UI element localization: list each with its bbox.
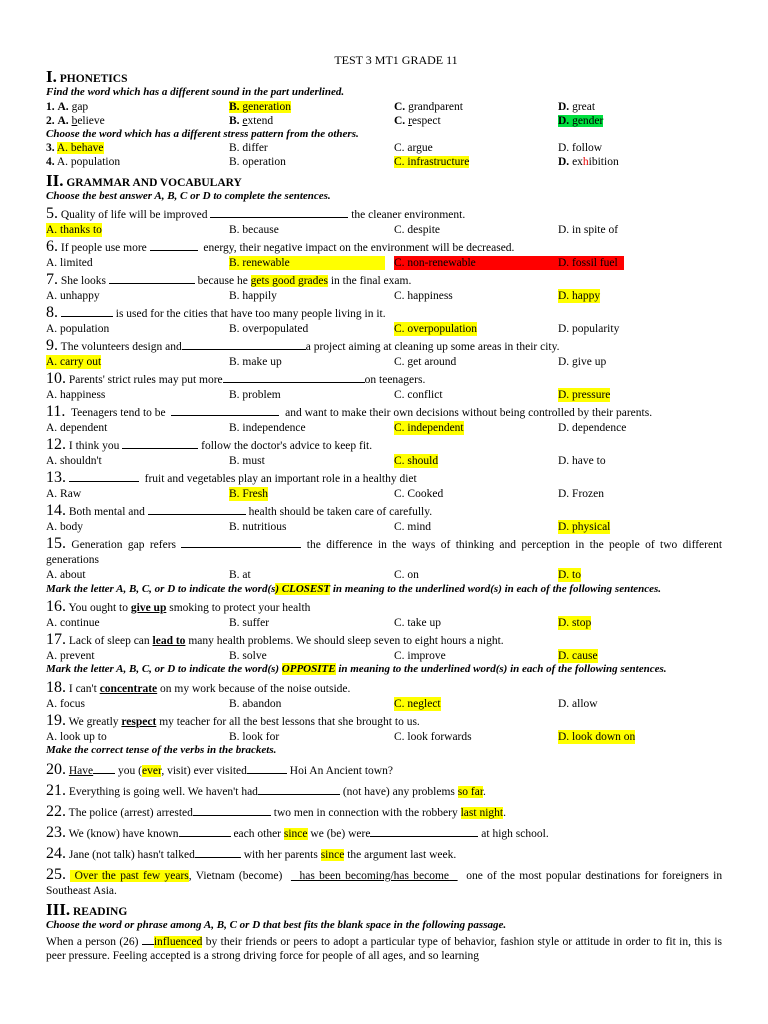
answer-options: A. unhappy B. happily C. happiness D. happy — [46, 289, 601, 302]
section-phonetics-heading — [46, 68, 722, 86]
answer-options: A. happiness B. problem C. conflict D. pressure — [46, 388, 611, 401]
question-5: 5. Quality of life will be improved the cleaner environment. — [46, 204, 466, 222]
question-8: 8. is used for the cities that have too many people living in it. — [46, 303, 386, 321]
answer-options: A. continue B. suffer C. take up D. stop — [46, 617, 592, 629]
instruction-grammar: Choose the best answer A, B, C or D to complete the sentences. — [46, 190, 331, 202]
instruction-reading: Choose the word or phrase among A, B, C or D that best fits the blank space in the following passage. — [46, 919, 507, 931]
answer-options: A. about B. at C. on D. to — [46, 568, 581, 581]
answer-options: A. dependent B. independence C. independent D. dependence — [46, 421, 627, 434]
answer-options: A. focus B. abandon C. neglect D. allow — [46, 697, 598, 710]
question-row: 4. A. population B. operation C. infrastructure D. exhibition — [46, 156, 619, 168]
section-grammar-heading: II. GRAMMAR AND VOCABULARY — [46, 171, 242, 190]
question-20: 20. Have you (ever, visit) ever visited Hoi An Ancient town? — [46, 761, 393, 778]
question-13: 13. fruit and vegetables play an important role in a healthy diet — [46, 468, 417, 486]
instruction-closest: Mark the letter A, B, C, or D to indicate the word(s) CLOSEST in meaning to the underlined word(s) in each of the following sentences. — [46, 582, 662, 595]
question-25: 25. Over the past few years, Vietnam (become) has been becoming/has become one of the most popular destinations for foreigners in Southeast Asia. — [46, 866, 723, 897]
answer-options: A. carry out B. make up C. get around D. give up — [46, 355, 607, 368]
question-23: 23. We (know) have known each other since we (be) were at high school. — [46, 824, 549, 841]
question-22: 22. The police (arrest) arrested two men in connection with the robbery last night. — [46, 803, 506, 820]
answer-options: A. Raw B. Fresh C. Cooked D. Frozen — [46, 487, 604, 500]
answer-options: A. thanks to B. because C. despite D. in spite of — [46, 223, 619, 236]
question-row: 1. A. gap B. generation C. grandparent D. great — [46, 100, 596, 113]
question-12: 12. I think you follow the doctor's advice to keep fit. — [46, 435, 373, 453]
worksheet-page — [46, 52, 722, 963]
question-18: 18. I can't concentrate on my work because of the noise outside. — [46, 678, 351, 696]
section-reading-heading: III. READING — [46, 900, 128, 919]
reading-passage: When a person (26) influenced by their friends or peers to adopt a particular type of behavior, fashion style or attitude in order to fit in, this is peer pressure. Feeling accepted is a strong driving force for people of all ages, and so learning — [46, 933, 722, 963]
page-title: TEST 3 MT1 GRADE 11 — [334, 53, 458, 67]
question-10: 10. Parents' strict rules may put more on teenagers. — [46, 369, 426, 387]
section-title: PHONETICS — [59, 73, 128, 85]
question-15: 15. Generation gap refers the difference in the ways of thinking and perception in the people of two different generations — [46, 534, 723, 566]
answer-options: A. shouldn't B. must C. should D. have to — [46, 454, 606, 467]
question-19: 19. We greatly respect my teacher for all the best lessons that she brought to us. — [46, 711, 420, 729]
instruction-stress: Choose the word which has a different stress pattern from the others. — [46, 127, 359, 140]
question-17: 17. Lack of sleep can lead to many health problems. We should sleep seven to eight hours a night. — [46, 631, 504, 648]
question-21: 21. Everything is going well. We haven't had (not have) any problems so far. — [46, 782, 486, 799]
instruction-tense: Make the correct tense of the verbs in the brackets. — [46, 743, 277, 756]
answer-options: A. body B. nutritious C. mind D. physical — [46, 520, 611, 533]
answer-options: A. prevent B. solve C. improve D. cause — [46, 650, 598, 662]
question-14: 14. Both mental and health should be taken care of carefully. — [46, 501, 433, 519]
question-row: 2. A. believe B. extend C. respect D. gender — [46, 114, 604, 127]
answer-options: A. look up to B. look for C. look forwards D. look down on — [46, 730, 636, 743]
question-9: 9. The volunteers design and a project aiming at cleaning up some areas in their city. — [46, 336, 560, 354]
question-24: 24. Jane (not talk) hasn't talked with her parents since the argument last week. — [46, 845, 457, 862]
instruction-opposite: Mark the letter A, B, C, or D to indicate the word(s) OPPOSITE in meaning to the underlined word(s) in each of the following sentences. — [46, 663, 667, 675]
instruction-sound: Find the word which has a different sound in the part underlined. — [46, 86, 345, 98]
section-numeral: I. — [46, 67, 57, 86]
answer-options: A. population B. overpopulated C. overpopulation D. popularity — [46, 322, 620, 335]
question-6: 6. If people use more energy, their negative impact on the environment will be decreased. — [46, 237, 515, 255]
question-11: 11. Teenagers tend to be and want to make their own decisions without being controlled by their parents. — [46, 402, 653, 420]
question-row: 3. A. behave B. differ C. argue D. follow — [46, 142, 603, 154]
question-16: 16. You ought to give up smoking to protect your health — [46, 598, 311, 615]
question-7: 7. She looks because he gets good grades in the final exam. — [46, 270, 412, 288]
answer-options: A. limited B. renewable C. non-renewable D. fossil fuel — [46, 256, 722, 270]
